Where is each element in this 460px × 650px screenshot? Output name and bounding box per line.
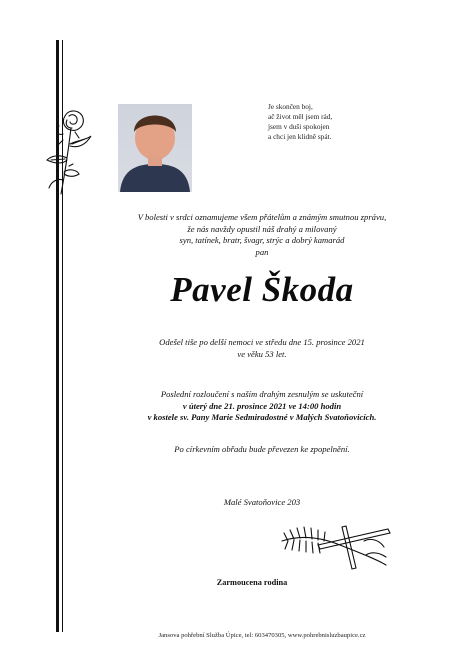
poem-line: ač život měl jsem rád, bbox=[268, 112, 333, 121]
cross-palm-icon bbox=[280, 511, 392, 571]
poem bbox=[268, 102, 418, 142]
intro-line: že nás navždy opustil náš drahý a milovaný bbox=[187, 223, 337, 234]
poem-line: a chci jen klidně spát. bbox=[268, 132, 332, 141]
funeral-service-contact: Jansova pohřební Služba Úpice, tel: 603470305, www.pohrebnisluzbaupice.cz bbox=[158, 632, 366, 639]
poem-line: Je skončen boj, bbox=[268, 102, 313, 111]
funeral-place: v kostele sv. Pany Marie Sedmiradostné v Malých Svatoňovicích. bbox=[147, 412, 377, 422]
address: Malé Svatoňovice 203 bbox=[223, 497, 301, 507]
intro-line: V bolesti v srdci oznamujeme všem přátelům a známým smutnou zprávu, bbox=[137, 212, 387, 222]
death-info bbox=[64, 337, 460, 360]
death-line: ve věku 53 let. bbox=[237, 348, 287, 359]
family-signature: Zarmoucena rodina bbox=[216, 578, 288, 587]
intro-text bbox=[64, 212, 460, 258]
death-line: Odešel tiše po delší nemoci ve středu dne 15. prosince 2021 bbox=[159, 337, 365, 347]
footer bbox=[64, 632, 460, 639]
intro-line: pan bbox=[255, 246, 269, 257]
poem-line: jsem v duši spokojen bbox=[268, 122, 330, 131]
portrait-photo bbox=[118, 104, 192, 192]
funeral-date: v úterý dne 21. prosince 2021 ve 14:00 hodin bbox=[182, 400, 342, 411]
intro-line: syn, tatínek, bratr, švagr, strýc a dobrý kamarád bbox=[179, 235, 345, 245]
funeral-info bbox=[64, 389, 460, 424]
rose-icon bbox=[45, 104, 95, 200]
cremation-note: Po církevním obřadu bude převezen ke zpopelnění. bbox=[174, 444, 350, 454]
deceased-name: Pavel Škoda bbox=[170, 270, 354, 309]
funeral-line: Poslední rozloučení s naším drahým zesnulým se uskuteční bbox=[160, 389, 364, 399]
